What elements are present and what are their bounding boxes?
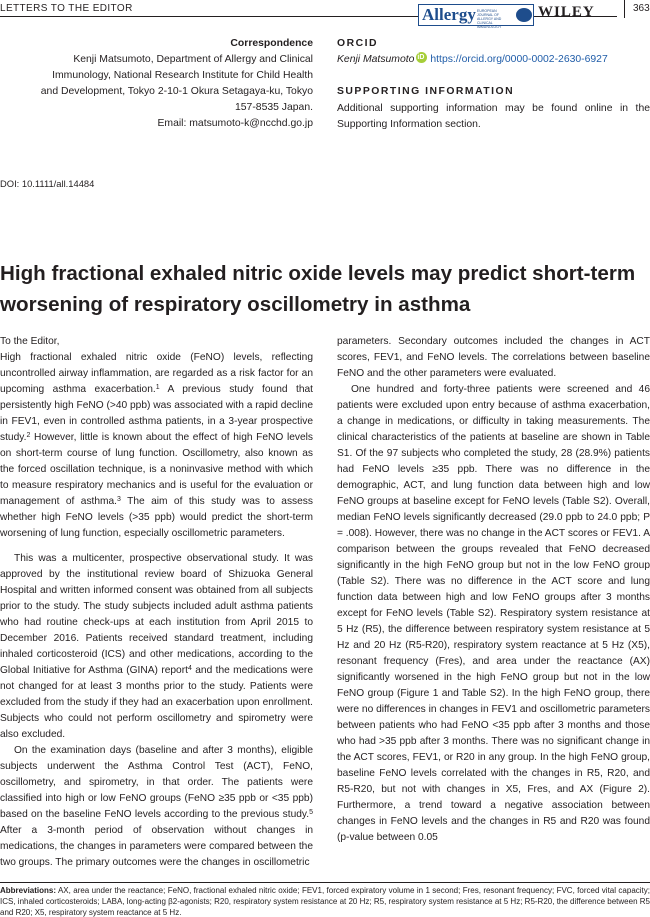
supporting-info-heading: SUPPORTING INFORMATION (337, 86, 515, 97)
footnote-rule (0, 882, 650, 883)
body-column-left (0, 334, 313, 871)
body-paragraph-continued: parameters. Secondary outcomes included the changes in ACT scores, FEV1, and FeNO levels. The correlations between baseline FeNO and the other parameters were evaluated. (337, 336, 650, 379)
correspondence-line: Immunology, National Research Institute for Child Health (52, 70, 313, 81)
body-paragraph: On the examination days (baseline and after 3 months), eligible subjects underwent the Asthma Control Test (ACT), FeNO, oscillometry, and spirometry, in that order. The patients were classified into high or low FeNO groups (FeNO ≥35 ppb or <35 ppb) based on the baseline FeNO levels according to the previous study.$^5$ After a 3-month period of observation without changes in medications, the changes in parameters were compared between the two groups. The primary outcomes were the changes in oscillometric (0, 745, 313, 868)
citation-ref[interactable]: 1 (155, 384, 160, 391)
citation-ref[interactable]: 3 (117, 496, 121, 503)
eaaci-emblem-icon (516, 8, 532, 22)
correspondence-email[interactable]: Email: matsumoto-k@ncchd.go.jp (157, 118, 313, 129)
orcid-icon[interactable] (416, 52, 427, 63)
page-number: 363 (633, 3, 650, 14)
body-paragraph: High fractional exhaled nitric oxide (FeNO) levels, reflecting uncontrolled airway inflammation, are regarded as a risk factor for an upcoming asthma exacerbation.$^1$ A previous study found that persistently high FeNO (>40 ppb) was associated with a rapid decline in FEV1, even in controlled asthma patients, in a 3-year prospective study.$^2$ However, little is known about the effect of high FeNO levels on short-term course of lung function. Oscillometry, also known as the forced oscillation technique, is a noninvasive method with which to measure respiratory mechanics and is useful for the evaluation or management of asthma.$^3$ The aim of this study was to assess whether high FeNO levels (>35 ppb) would predict the short-term worsening of lung function, especially oscillometric parameters. (0, 352, 313, 539)
doi[interactable]: DOI: 10.1111/all.14484 (0, 178, 95, 189)
body-column-right (337, 334, 650, 846)
correspondence-line: 157-8535 Japan. (235, 102, 313, 113)
citation-ref[interactable]: 4 (187, 665, 192, 672)
correspondence-line: and Development, Tokyo 2-10-1 Okura Setagaya-ku, Tokyo (40, 86, 313, 97)
body-paragraph: One hundred and forty-three patients were screened and 46 patients were excluded upon entry because of asthma exacerbation, a change in medications, or difficulty in taking measurements. The clinical characteristics of the patients at baseline are shown in Table S1. Of the 97 subjects who completed the study, 28 (28.9%) patients had FeNO levels ≥35 ppb. There was no difference in the demographic, ACT, and lung function data between high and low FeNO groups at baseline except for FeNO levels (Table S2). Overall, median FeNO levels significantly decreased (29.0 ppb to 24.0 ppb; P = .008). However, there was no change in the ACT scores or FEV1. A comparison between the groups revealed that FeNO decreased significantly in the high FeNO group but not in the low FeNO group (Table S2). There was no difference in the ACT score and lung function data between high and low FeNO groups after 3 months except for FeNO levels (Table S2). Respiratory system resistance at 5 Hz (R5), the difference between respiratory system resistance at 5 Hz and 20 Hz (R5-R20), respiratory system reactance at 5 Hz (X5), resonant frequency (Fres), and area under the reactance (AX) significantly worsened in the high FeNO group but not in the low FeNO group (Figure 1 and Table S2). In the high FeNO group, there were no differences in changes in FEV1 and oscillometric parameters between patients who had FeNO <35 ppb after 3 months and those who had >35 ppb after 3 months. There was no significant change in the ACT scores, FEV1, or R20 in any group. In the high FeNO group, baseline FeNO levels correlated with the changes in R5, R20, and R5-R20, but not with changes in X5, Fres, and AX (Figure 2). Furthermore, a trend toward a negative association between changes in FeNO levels and the changes in R5 and R20 was found (p-value between 0.05 (337, 384, 650, 843)
footnote-label: Abbreviations: (0, 886, 57, 895)
publisher-logo[interactable]: WILEY (538, 4, 595, 20)
citation-ref[interactable]: 5 (309, 809, 313, 816)
correspondence-line: Kenji Matsumoto, Department of Allergy and Clinical (73, 54, 313, 65)
citation-ref[interactable]: 2 (26, 432, 31, 439)
footnote-text: AX, area under the reactance; FeNO, fractional exhaled nitric oxide; FEV1, forced expiratory volume in 1 second; Fres, resonant frequency; FVC, forced vital capacity; ICS, inhaled corticosteroids; LABA, long-acting β2-agonists; R20, respiratory system resistance at 20 Hz; R5, respiratory system resistance at 5 Hz; R5-R20, the difference between R5 and R20; X5, respiratory system reactance at 5 Hz. (0, 886, 650, 917)
orcid-entry (337, 52, 608, 65)
running-head: LETTERS TO THE EDITOR (0, 3, 133, 14)
header-divider (624, 0, 625, 18)
body-paragraph: This was a multicenter, prospective observational study. It was approved by the institutional review board of Shizuoka General Hospital and written informed consent was obtained from all subjects prior to the study. The study subjects included adult asthma patients who had routine check-ups at each institution from April 2015 to December 2016. Patients received standard treatment, including inhaled corticosteroid (ICS) and other medications, according to the Global Initiative for Asthma (GINA) report$^4$ and the medications were not changed for at least 3 months prior to the study. Patients were excluded from the study if they had an exacerbation upon enrollment. Subjects who could not perform oscillometry and spirometry were also excluded. (0, 553, 313, 740)
article-title: High fractional exhaled nitric oxide levels may predict short-term worsening of respiratory oscillometry in asthma (0, 262, 636, 316)
orcid-author-name: Kenji Matsumoto (337, 54, 415, 65)
journal-logo-word: Allergy (422, 5, 476, 24)
salutation: To the Editor, (0, 336, 60, 347)
correspondence-heading: Correspondence (230, 38, 313, 49)
orcid-link[interactable]: https://orcid.org/0000-0002-2630-6927 (430, 54, 608, 65)
correspondence-block (13, 36, 313, 132)
journal-logo-subtitle: EUROPEAN JOURNAL OF ALLERGY AND CLINICAL IMMUNOLOGY (477, 9, 502, 29)
orcid-heading: ORCID (337, 38, 378, 49)
supporting-info-text: Additional supporting information may be found online in the Supporting Information section. (337, 103, 650, 130)
journal-logo[interactable] (418, 4, 534, 29)
abbreviations-footnote (0, 885, 650, 917)
